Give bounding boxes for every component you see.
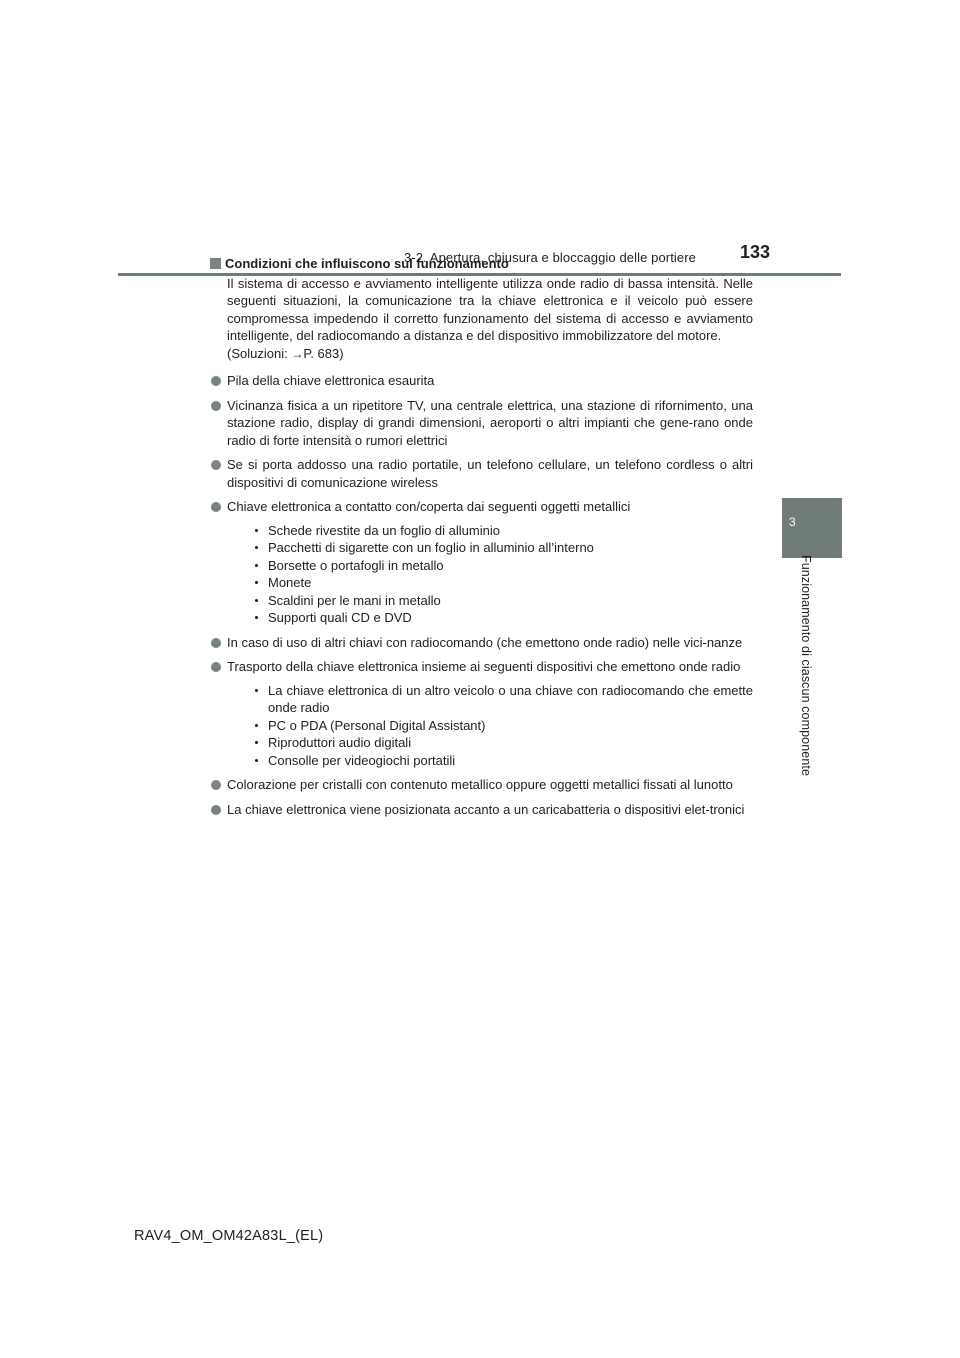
dot-bullet-icon [255,599,258,602]
sub-list-item [253,717,753,735]
circle-bullet-icon [211,638,221,648]
sub-list [227,522,753,627]
condition-item [210,634,753,652]
circle-bullet-icon [211,401,221,411]
dot-bullet-icon [255,689,258,692]
condition-text: Colorazione per cristalli con contenuto metallico oppure oggetti metallici fissati al lunotto [227,777,733,792]
sub-item-text: Supporti quali CD e DVD [268,610,412,625]
sub-list-item [253,592,753,610]
sub-list-item [253,574,753,592]
circle-bullet-icon [211,460,221,470]
dot-bullet-icon [255,546,258,549]
condition-text: Trasporto della chiave elettronica insieme ai seguenti dispositivi che emettono onde radio [227,659,741,674]
right-arrow-icon: → [291,346,304,361]
condition-item [210,658,753,769]
condition-item [210,498,753,627]
dot-bullet-icon [255,724,258,727]
condition-item [210,456,753,491]
sub-item-text: Schede rivestite da un foglio di alluminio [268,522,500,538]
sub-item-text: Monete [268,575,312,590]
dot-bullet-icon [255,616,258,619]
condition-list [210,372,753,818]
dot-bullet-icon [255,741,258,744]
sub-list-item [253,682,753,717]
sub-item-text: Riproduttori audio digitali [268,735,412,750]
condition-text: Chiave elettronica a contatto con/coperta dai seguenti oggetti metallici [227,499,631,514]
chapter-number: 3 [789,515,796,529]
solutions-page-ref: P. 683) [303,345,344,361]
page-content [210,255,753,818]
sub-item-text: Consolle per videogiochi portatili [268,752,456,768]
condition-item [210,372,753,390]
dot-bullet-icon [255,759,258,762]
dot-bullet-icon [255,564,258,567]
dot-bullet-icon [255,529,258,532]
condition-item [210,801,753,819]
condition-text: In caso di uso di altri chiavi con radiocomando (che emettono onde radio) nelle vici-nanze [227,634,743,650]
sub-item-text: Pacchetti di sigarette con un foglio in alluminio all’interno [268,540,594,555]
solutions-prefix: (Soluzioni: [227,345,292,361]
condition-text: La chiave elettronica viene posizionata accanto a un caricabatteria o dispositivi elet-tronici [227,801,745,817]
dot-bullet-icon [255,581,258,584]
sub-list-item [253,557,753,575]
circle-bullet-icon [211,805,221,815]
section-heading-text: Condizioni che influiscono sul funzionamento [225,256,509,271]
condition-text: Pila della chiave elettronica esaurita [227,373,435,388]
section-heading [210,255,753,273]
condition-text: Vicinanza fisica a un ripetitore TV, una centrale elettrica, una stazione di rifornimento, una stazione radio, display di grandi dimensioni, aeroporti o altri impianti che gene-rano onde radio di forte intensità o rumori elettrici [227,397,753,448]
sub-list-item [253,609,753,627]
page-number: 133 [740,242,771,262]
intro-paragraph [227,275,753,364]
sub-list-item [253,522,753,540]
condition-item [210,776,753,794]
condition-text: Se si porta addosso una radio portatile, un telefono cellulare, un telefono cordless o altri dispositivi di comunicazione wireless [227,457,753,490]
circle-bullet-icon [211,780,221,790]
sub-item-text: PC o PDA (Personal Digital Assistant) [268,717,486,733]
intro-text: Il sistema di accesso e avviamento intelligente utilizza onde radio di bassa intensità. Nelle seguenti situazioni, la comunicazione tra la chiave elettronica e il veicolo può essere compromessa impedendo il corretto funzionamento del sistema di accesso e avviamento intelligente, del radiocomando a distanza e del dispositivo immobilizzatore del motore. [227,275,753,343]
solutions-reference [227,345,753,364]
sub-list-item [253,752,753,770]
chapter-title: Funzionamento di ciascun componente [799,555,813,776]
circle-bullet-icon [211,502,221,512]
sub-item-text: Scaldini per le mani in metallo [268,592,441,608]
sub-list-item [253,539,753,557]
condition-item [210,397,753,450]
square-bullet-icon [210,258,221,269]
running-header: 3-2. Apertura, chiusura e bloccaggio delle portiere [404,250,696,265]
sub-list [227,682,753,770]
circle-bullet-icon [211,662,221,672]
sub-list-item [253,734,753,752]
sub-item-text: La chiave elettronica di un altro veicolo o una chiave con radiocomando che emette onde radio [268,682,753,715]
document-code: RAV4_OM_OM42A83L_(EL) [134,1228,324,1244]
sub-item-text: Borsette o portafogli in metallo [268,557,444,573]
chapter-tab [782,498,842,558]
circle-bullet-icon [211,376,221,386]
